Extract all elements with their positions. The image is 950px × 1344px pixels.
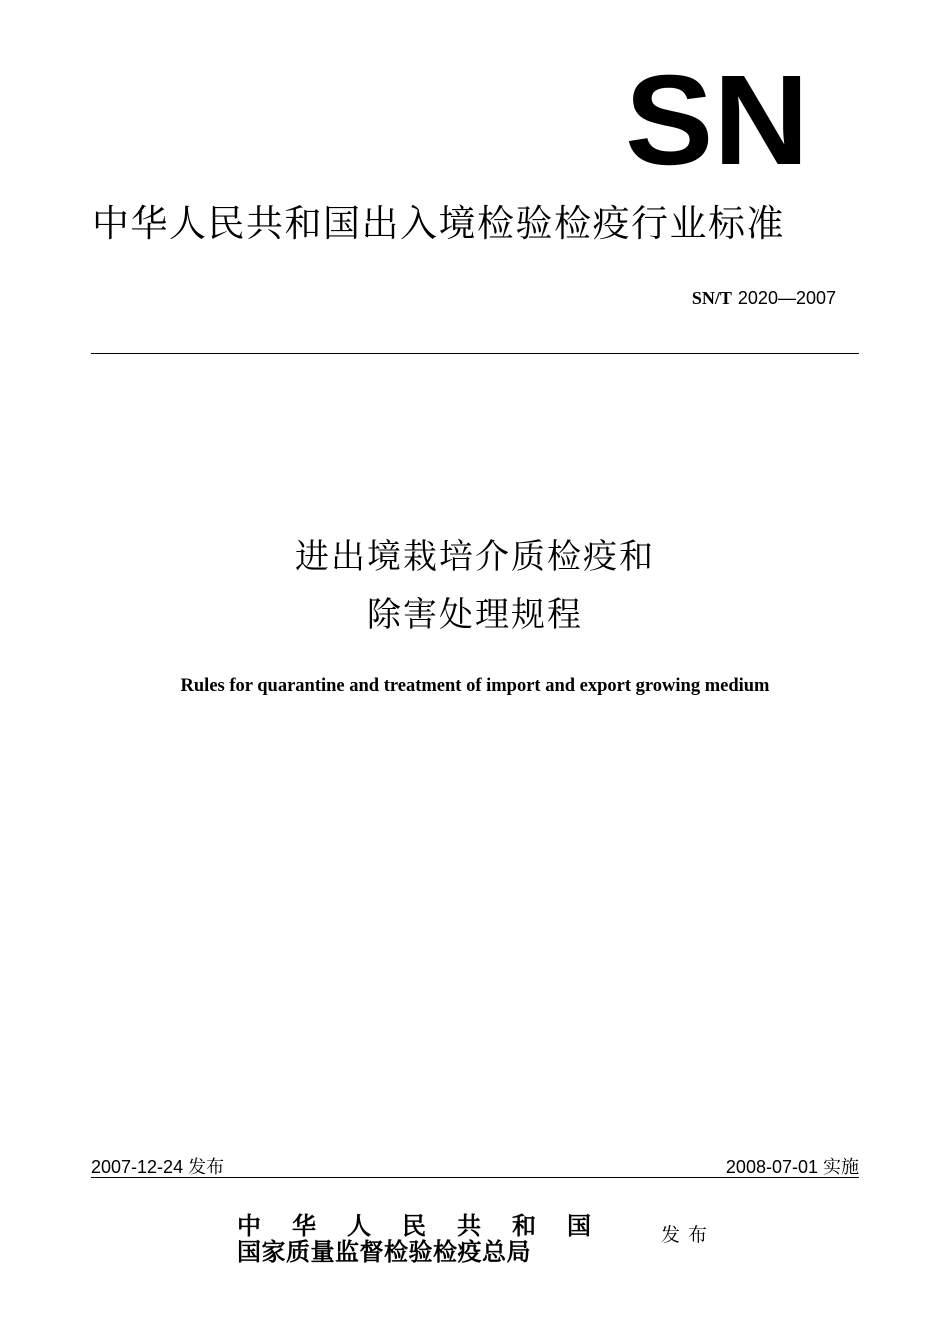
title-zh-line1: 进出境栽培介质检疫和 bbox=[295, 537, 655, 577]
issuer-line2: 国家质量监督检验检疫总局 bbox=[237, 1237, 531, 1266]
publish-date: 2007-12-24 发布 bbox=[91, 1157, 225, 1177]
footer-divider bbox=[91, 1177, 859, 1178]
issue-label: 发布 bbox=[661, 1224, 716, 1246]
org-title: 中华人民共和国出入境检验检疫行业标准 bbox=[92, 202, 785, 245]
header-divider bbox=[91, 353, 859, 354]
sn-logo bbox=[622, 70, 812, 170]
title-zh-line2: 除害处理规程 bbox=[367, 595, 583, 635]
implement-date: 2008-07-01 实施 bbox=[725, 1157, 859, 1177]
standard-code bbox=[692, 288, 836, 309]
standard-code-number: 2020—2007 bbox=[737, 288, 836, 308]
standard-code-prefix: SN/T bbox=[691, 288, 732, 308]
sn-logo-text: SN bbox=[625, 70, 809, 170]
issuer-line1: 中华人民共和国 bbox=[237, 1211, 622, 1240]
title-en: Rules for quarantine and treatment of import and export growing medium bbox=[180, 676, 770, 696]
